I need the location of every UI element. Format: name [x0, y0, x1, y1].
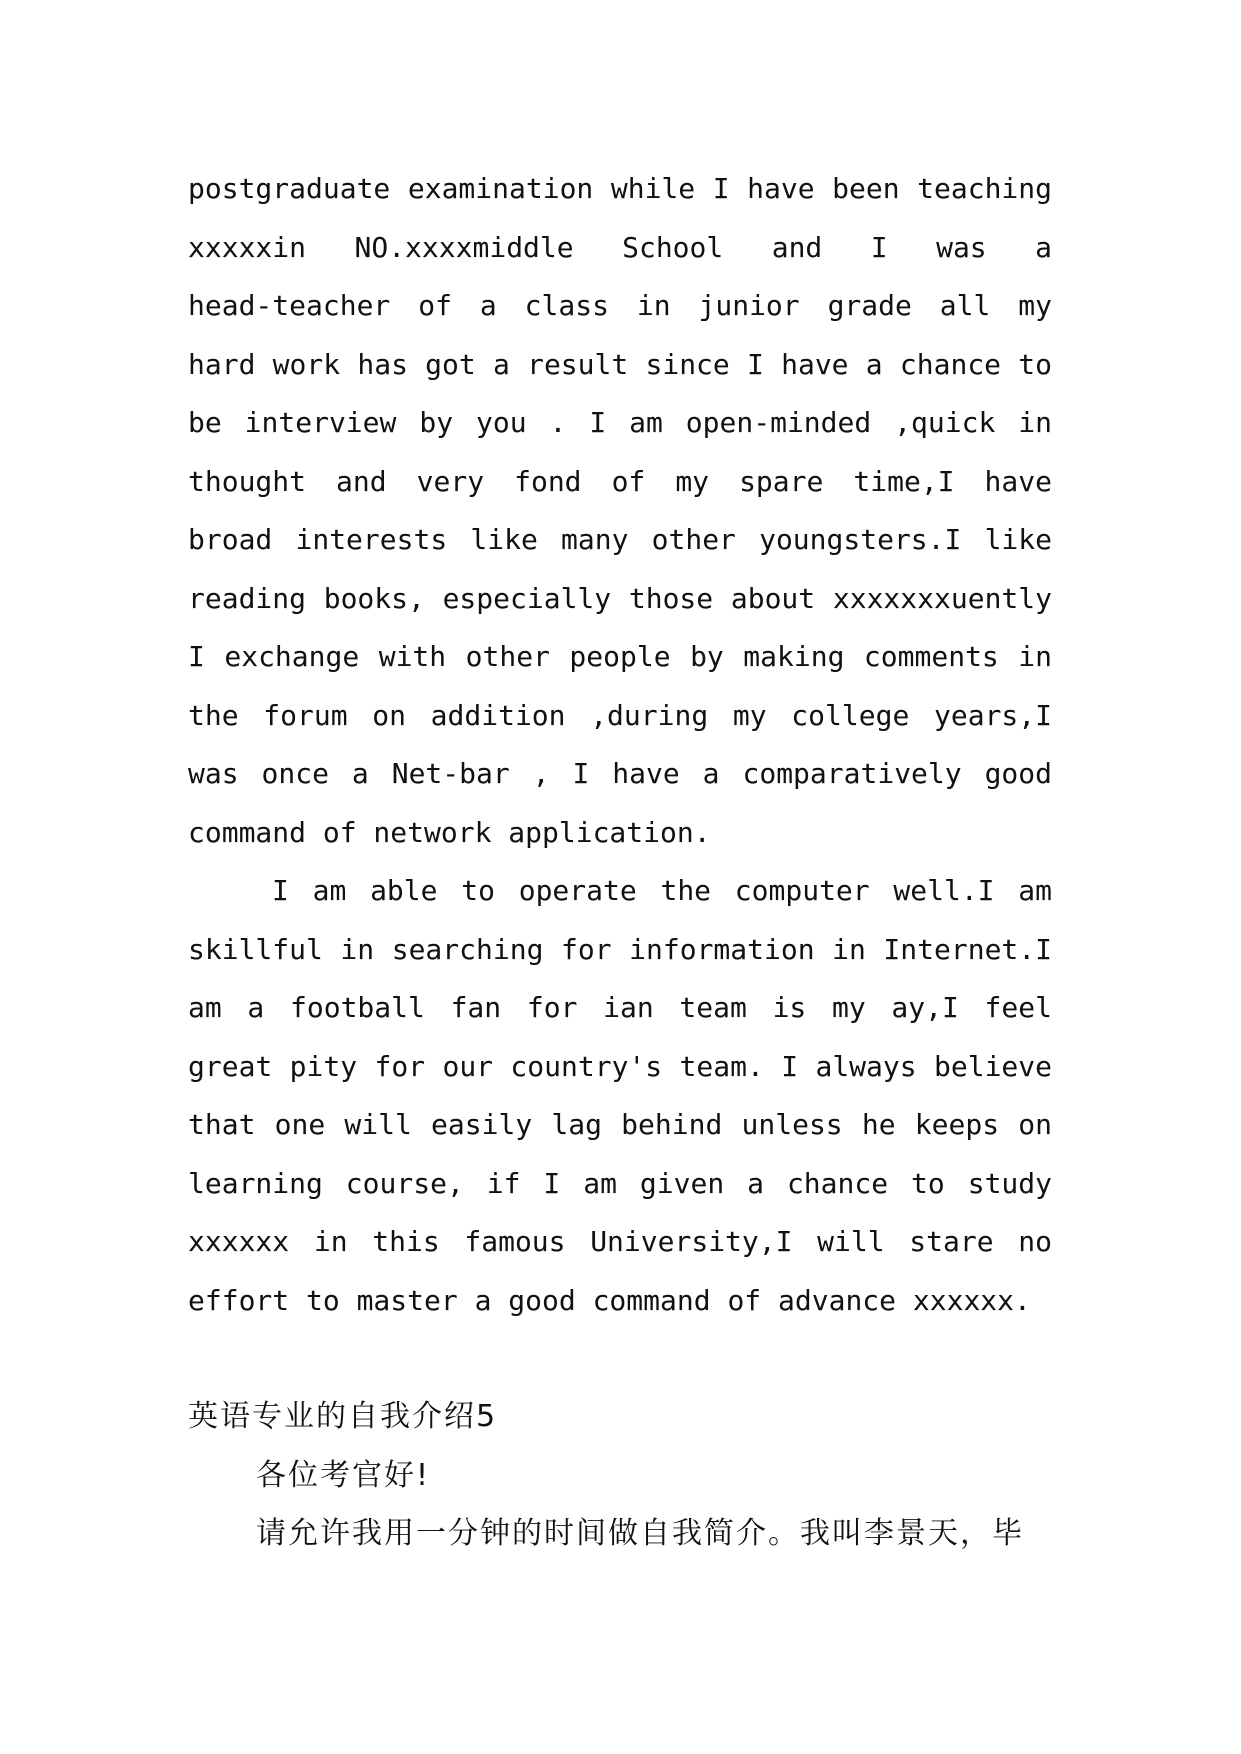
text-line: am a football fan for ian team is my ay,I feel	[188, 991, 1052, 1024]
text-line: head-teacher of a class in junior grade all my	[188, 289, 1052, 322]
text-line: broad interests like many other youngsters.I like	[188, 523, 1052, 556]
text-line: that one will easily lag behind unless he keeps on	[188, 1108, 1052, 1141]
text-line: command of network application.	[188, 815, 711, 849]
text-line: great pity for our country's team. I always believe	[188, 1049, 1052, 1083]
greeting-line: 各位考官好!	[256, 1457, 431, 1493]
text-line: xxxxxin NO.xxxxmiddle School and I was a	[188, 230, 1052, 264]
document-page	[188, 160, 1052, 1564]
text-line: hard work has got a result since I have a chance to	[188, 347, 1052, 381]
text-line: I exchange with other people by making comments in	[188, 640, 1052, 673]
text-line: xxxxxx in this famous University,I will stare no	[188, 1225, 1052, 1258]
section-heading: 英语专业的自我介绍5	[188, 1399, 498, 1434]
intro-line: 请允许我用一分钟的时间做自我简介。我叫李景天，毕	[256, 1516, 1024, 1551]
text-line: was once a Net-bar , I have a comparatively good	[188, 757, 1052, 790]
text-line: I am able to operate the computer well.I am	[272, 874, 1052, 907]
text-line: reading books, especially those about xxxxxxxuently	[188, 581, 1052, 615]
text-line: thought and very fond of my spare time,I have	[188, 464, 1052, 498]
text-line: be interview by you . I am open-minded ,quick in	[188, 406, 1052, 439]
text-line: effort to master a good command of advance xxxxxx.	[188, 1283, 1031, 1317]
section-gap	[188, 1330, 1052, 1388]
text-line: postgraduate examination while I have been teaching	[188, 172, 1052, 205]
text-line: skillful in searching for information in Internet.I	[188, 932, 1052, 966]
paragraph-2	[188, 862, 1052, 1330]
paragraph-1	[188, 160, 1052, 862]
text-line: learning course, if I am given a chance to study	[188, 1166, 1052, 1200]
text-line: the forum on addition ,during my college years,I	[188, 698, 1052, 732]
